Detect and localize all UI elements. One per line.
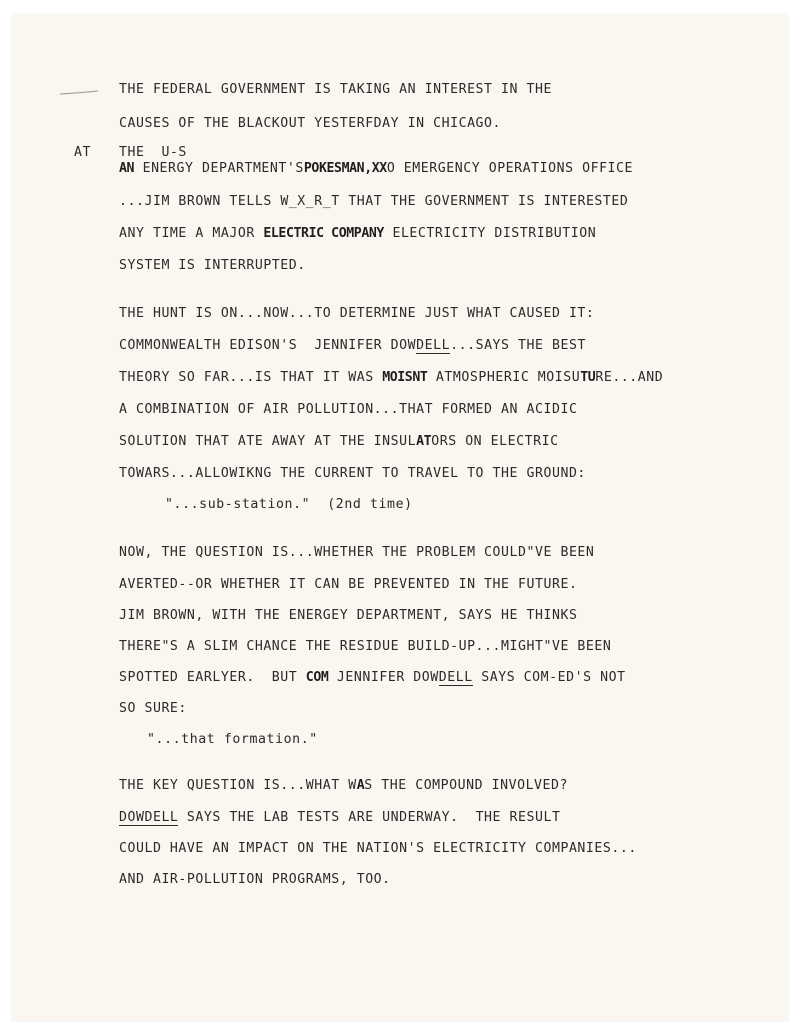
- script-line: ANY TIME A MAJOR ELECTRIC COMPANY ELECTRICITY DISTRIBUTION: [119, 226, 597, 241]
- script-line: THE KEY QUESTION IS...WHAT WAS THE COMPOUND INVOLVED?: [119, 778, 569, 793]
- pronunciation-underline: DELL: [438, 670, 473, 685]
- audio-cue-quote: "...sub-station." (2nd time): [165, 497, 413, 512]
- struck-out-text: MOISNT: [382, 370, 428, 385]
- struck-out-text: AT: [416, 434, 432, 449]
- script-line: NOW, THE QUESTION IS...WHETHER THE PROBLEM COULD"VE BEEN: [119, 545, 595, 560]
- script-line: A COMBINATION OF AIR POLLUTION...THAT FORMED AN ACIDIC: [119, 402, 578, 417]
- struck-out-text: AN: [119, 161, 135, 176]
- script-line: AVERTED--OR WHETHER IT CAN BE PREVENTED IN THE FUTURE.: [119, 577, 578, 592]
- script-line: DOWDELL SAYS THE LAB TESTS ARE UNDERWAY. THE RESULT: [119, 810, 561, 825]
- script-line: SPOTTED EARLYER. BUT COM JENNIFER DOWDELL SAYS COM-ED'S NOT: [119, 670, 626, 685]
- audio-cue-quote: "...that formation.": [147, 732, 318, 747]
- script-line: THE HUNT IS ON...NOW...TO DETERMINE JUST WHAT CAUSED IT:: [119, 306, 595, 321]
- margin-pencil-mark: [60, 90, 100, 96]
- script-line: TOWARS...ALLOWIKNG THE CURRENT TO TRAVEL TO THE GROUND:: [119, 466, 586, 481]
- script-line: JIM BROWN, WITH THE ENERGEY DEPARTMENT, SAYS HE THINKS: [119, 608, 578, 623]
- script-line: THE U-S: [119, 145, 187, 160]
- script-line: SYSTEM IS INTERRUPTED.: [119, 258, 306, 273]
- script-line: THEORY SO FAR...IS THAT IT WAS MOISNT ATMOSPHERIC MOISUTURE...AND: [119, 370, 664, 385]
- call-letters: W_X_R_T: [280, 194, 340, 209]
- script-line: AN ENERGY DEPARTMENT'SPOKESMAN,XXO EMERGENCY OPERATIONS OFFICE: [119, 161, 634, 176]
- script-line: SO SURE:: [119, 701, 187, 716]
- script-line: CAUSES OF THE BLACKOUT YESTERFDAY IN CHICAGO.: [119, 116, 502, 131]
- struck-out-text: POKESMAN,XX: [303, 161, 387, 176]
- margin-note-at: AT: [74, 145, 91, 160]
- pronunciation-underline: DELL: [416, 338, 451, 353]
- pronunciation-underline: DOWDELL: [119, 810, 179, 825]
- script-line: COMMONWEALTH EDISON'S JENNIFER DOWDELL...SAYS THE BEST: [119, 338, 586, 353]
- script-line: AND AIR-POLLUTION PROGRAMS, TOO.: [119, 872, 391, 887]
- script-line: ...JIM BROWN TELLS W_X_R_T THAT THE GOVERNMENT IS INTERESTED: [119, 194, 629, 209]
- struck-out-text: ELECTRIC COMPANY: [263, 226, 384, 241]
- struck-out-text: TU: [580, 370, 596, 385]
- script-line: THERE"S A SLIM CHANCE THE RESIDUE BUILD-UP...MIGHT"VE BEEN: [119, 639, 612, 654]
- struck-out-text: A: [356, 778, 365, 793]
- script-line: COULD HAVE AN IMPACT ON THE NATION'S ELECTRICITY COMPANIES...: [119, 841, 637, 856]
- script-line: SOLUTION THAT ATE AWAY AT THE INSULATORS ON ELECTRIC: [119, 434, 559, 449]
- struck-out-text: COM: [305, 670, 329, 685]
- script-line: THE FEDERAL GOVERNMENT IS TAKING AN INTEREST IN THE: [119, 82, 552, 97]
